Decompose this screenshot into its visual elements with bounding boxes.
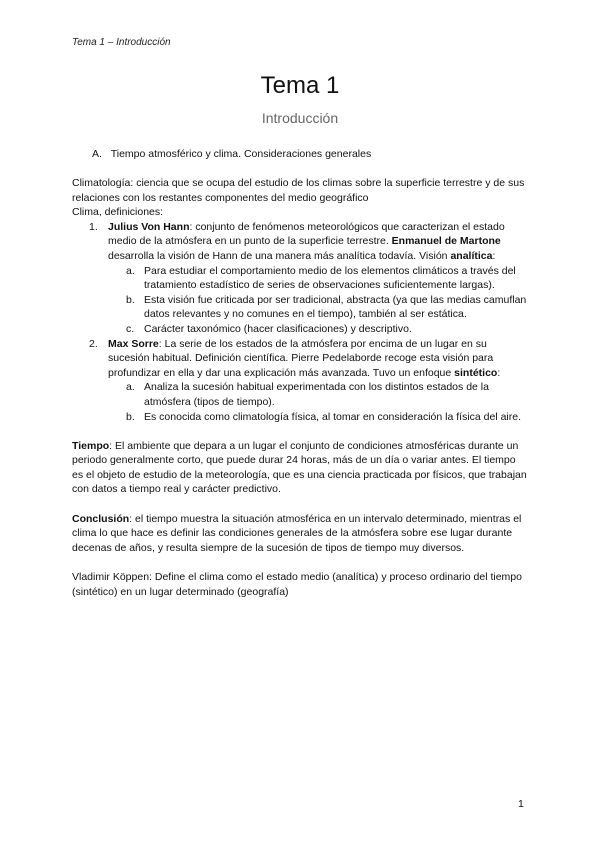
section-heading: [92, 148, 371, 160]
sub-item-text: Para estudiar el comportamiento medio de los elementos climáticos a través del tratamiento estadístico de series de observaciones suficientemente largas).: [144, 264, 516, 292]
definition-text: desarrolla la visión de Hann de una manera más analítica todavía. Visión: [108, 249, 451, 262]
sub-item-text: Es conocida como climatología física, al tomar en consideración la física del aire.: [144, 410, 522, 423]
climatologia-paragraph: Climatología: ciencia que se ocupa del estudio de los climas sobre la superficie terrestre y de sus relaciones con los restantes componentes del medio geográfico: [72, 177, 525, 204]
page-title: Tema 1: [260, 72, 340, 99]
sub-list-item: [108, 322, 528, 337]
definition-text: :: [497, 366, 501, 379]
spacer: [72, 497, 528, 512]
sub-item-text: Esta visión fue criticada por ser tradicional, abstracta (ya que las medias camuflan datos relevantes y no comunes en el tiempo), también al ser estática.: [144, 293, 527, 321]
sub-list-item: [108, 380, 528, 409]
term-label: Conclusión: [72, 512, 130, 525]
sub-list-item: [108, 264, 528, 293]
sub-list: [108, 380, 528, 424]
spacer: [72, 424, 528, 439]
definition-text: : conjunto de fenómenos meteorológicos que caracterizan el estado medio de la atmósfera en un punto de la superficie terrestre.: [108, 220, 505, 248]
sub-item-letter: a.: [126, 264, 135, 277]
item-number: 2.: [89, 337, 98, 350]
sub-item-letter: b.: [126, 293, 135, 306]
sub-list-item: [108, 293, 528, 322]
tiempo-paragraph: [72, 439, 528, 497]
sub-item-letter: c.: [126, 322, 135, 335]
definition-text: :: [492, 249, 496, 262]
author-name: Max Sorre: [108, 337, 159, 350]
list-item: [72, 337, 528, 425]
sub-item-letter: a.: [126, 381, 135, 394]
author-name: Julius Von Hann: [108, 220, 190, 233]
sub-list-item: [108, 410, 528, 425]
page-subtitle: Introducción: [261, 110, 339, 126]
document-body: [72, 176, 528, 599]
clima-definitions-label: Clima, definiciones:: [72, 206, 164, 219]
list-item: [72, 220, 528, 337]
keyword: sintético: [454, 366, 498, 379]
koppen-paragraph: Vladimir Köppen: Define el clima como el estado medio (analítica) y proceso ordinario del tiempo (sintético) en un lugar determinado (geografía): [72, 571, 522, 598]
definitions-list: [72, 220, 528, 424]
sub-item-text: Analiza la sucesión habitual experimentada con los distintos estados de la atmósfera (tipos de tiempo).: [144, 381, 489, 408]
term-text: : el tiempo muestra la situación atmosférica en un intervalo determinado, mientras el clima lo que hace es definir las condiciones generales de la atmósfera sobre ese lugar durante decenas de años, y resulta siempre de la sucesión de tipos de tiempo muy diversos.: [72, 512, 522, 554]
sub-item-letter: b.: [126, 410, 135, 423]
sub-item-text: Carácter taxonómico (hacer clasificaciones) y descriptivo.: [144, 322, 412, 335]
keyword: analítica: [450, 249, 493, 262]
author-name: Enmanuel de Martone: [391, 235, 501, 248]
conclusion-paragraph: [72, 512, 528, 556]
spacer: [72, 555, 528, 570]
term-label: Tiempo: [72, 439, 110, 452]
section-letter: A.: [92, 148, 102, 160]
item-number: 1.: [89, 220, 98, 233]
term-text: : El ambiente que depara a un lugar el conjunto de condiciones atmosféricas durante un periodo generalmente corto, que puede durar 24 horas, más de un día o variar antes. El tiempo es el objeto de estudio de la meteorología, que es una ciencia practicada por físicos, que trabajan con datos a tiempo real y carácter predictivo.: [72, 439, 527, 496]
section-heading-text: Tiempo atmosférico y clima. Consideraciones generales: [110, 148, 372, 160]
page-number: 1: [518, 798, 524, 810]
sub-list: [108, 264, 528, 337]
running-header: Tema 1 – Introducción: [72, 37, 171, 48]
definition-text: : La serie de los estados de la atmósfera por encima de un lugar en su sucesión habitual. Definición científica. Pierre Pedelaborde recoge esta visión para profundizar en ella y dar una explicación más avanzada. Tuvo un enfoque: [108, 337, 494, 379]
